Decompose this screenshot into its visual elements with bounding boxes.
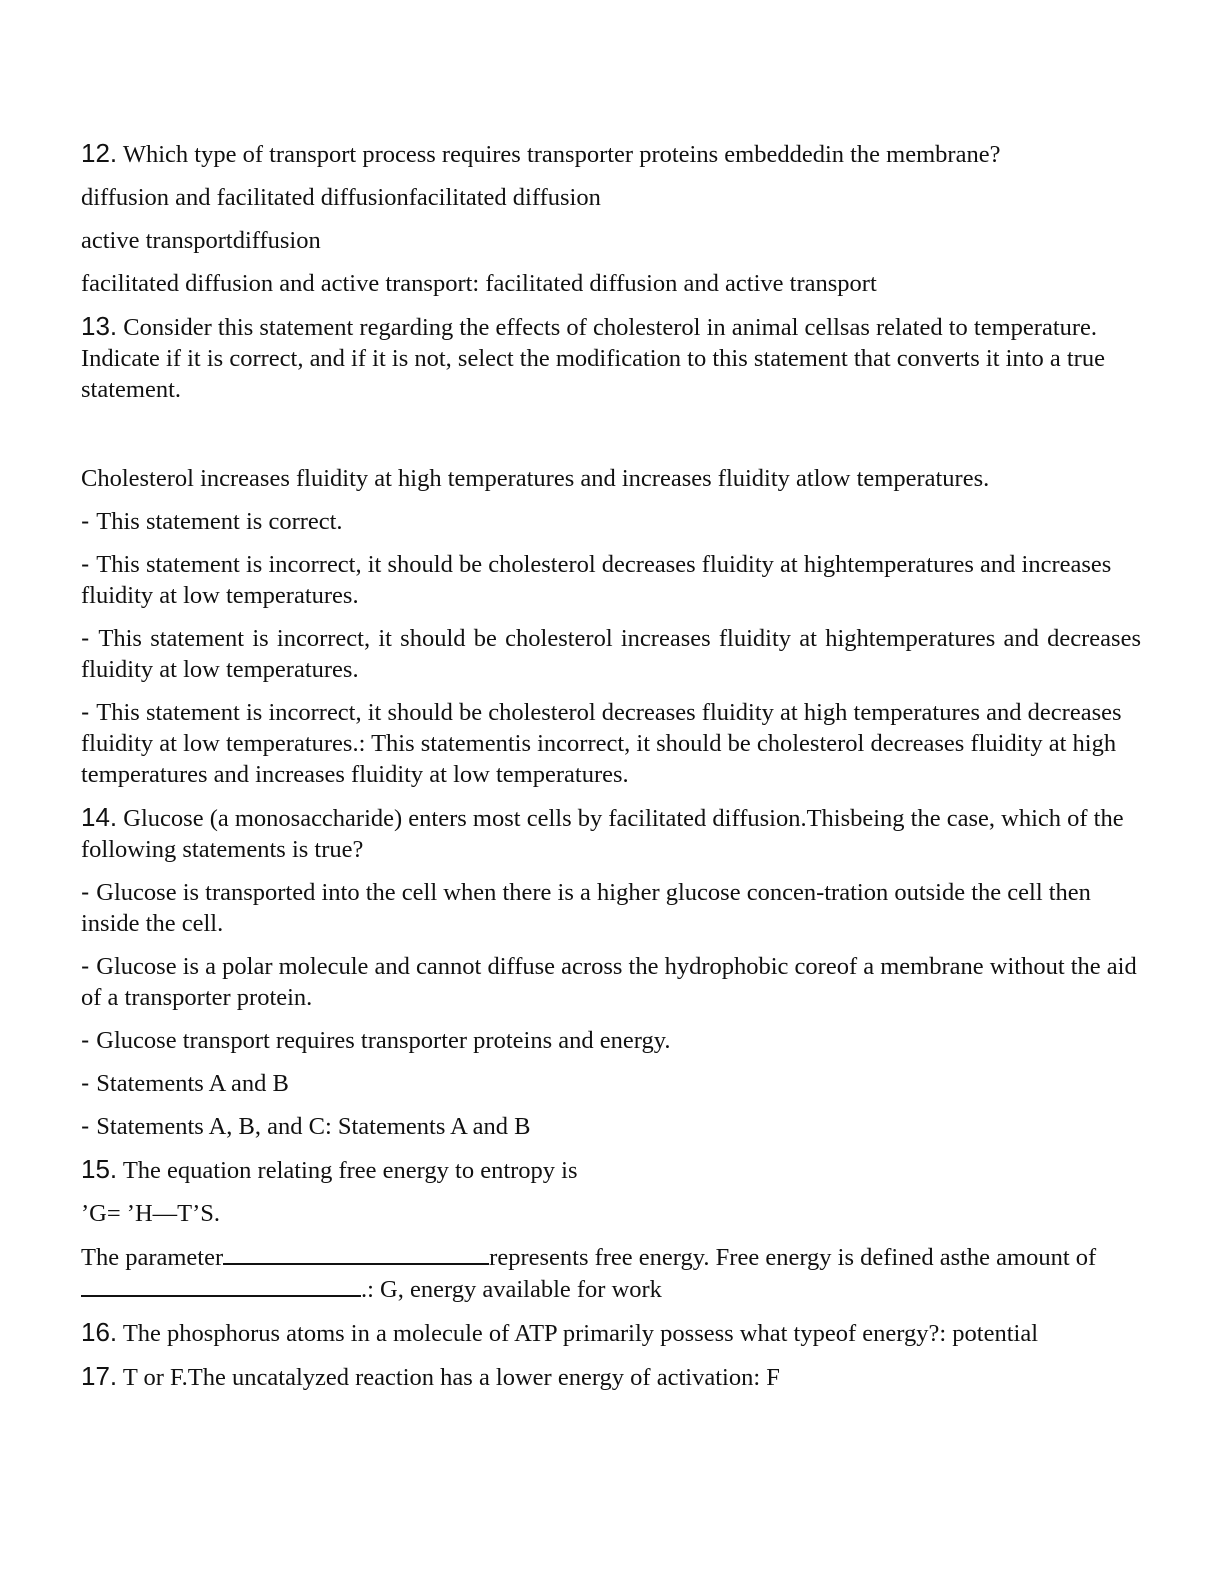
dash-bullet: -	[81, 1026, 97, 1054]
option-text: Glucose is transported into the cell when there is a higher glucose concen-tration outside the cell then inside the cell.	[81, 879, 1091, 937]
option-text: This statement is incorrect, it should be cholesterol decreases fluidity at high temperatures and decreases fluidity at low temperatures.: This statementis incorrect, it should be cholesterol decreases fluidity at high temperatures and increases fluidity at low temperatures.	[81, 699, 1122, 788]
blank-text: represents free energy. Free energy is defined asthe amount of	[489, 1244, 1097, 1271]
option-text: This statement is incorrect, it should be cholesterol increases fluidity at hightemperatures and decreases fluidity at low temperatures.	[81, 625, 1141, 683]
question-text: The phosphorus atoms in a molecule of ATP primarily possess what typeof energy?: potential	[117, 1320, 1039, 1347]
dash-bullet: -	[81, 698, 97, 726]
blank-line	[223, 1241, 489, 1265]
question-12	[81, 138, 1141, 170]
question-16	[81, 1317, 1141, 1349]
document-page	[81, 138, 1141, 1405]
question-text: Glucose (a monosaccharide) enters most cells by facilitated diffusion.Thisbeing the case, which of the following statements is true?	[81, 805, 1124, 863]
dash-bullet: -	[81, 624, 99, 652]
question-17	[81, 1361, 1141, 1393]
question-number: 17.	[81, 1361, 118, 1391]
question-text: Consider this statement regarding the effects of cholesterol in animal cellsas related to temperature. Indicate if it is correct, and if it is not, select the modification to this statement that converts it into a true statement.	[81, 314, 1105, 403]
question-13	[81, 311, 1141, 405]
option-line	[81, 506, 1141, 537]
equation: ’G= ’H—T’S.	[81, 1200, 221, 1227]
question-14	[81, 802, 1141, 865]
answer-line: diffusion and facilitated diffusionfacilitated diffusion	[81, 184, 601, 211]
option-line	[81, 951, 1141, 1013]
option-text: Glucose transport requires transporter proteins and energy.	[96, 1027, 671, 1054]
dash-bullet: -	[81, 507, 97, 535]
option-text: This statement is correct.	[96, 508, 343, 535]
fill-in-blank	[81, 1241, 1141, 1305]
option-line	[81, 1025, 1141, 1056]
dash-bullet: -	[81, 550, 97, 578]
question-number: 15.	[81, 1154, 118, 1184]
option-text: This statement is incorrect, it should be cholesterol decreases fluidity at hightemperatures and increases fluidity at low temperatures.	[81, 551, 1112, 609]
question-number: 13.	[81, 311, 118, 341]
dash-bullet: -	[81, 1112, 97, 1140]
option-text: Statements A, B, and C: Statements A and B	[96, 1113, 531, 1140]
dash-bullet: -	[81, 952, 97, 980]
option-line	[81, 697, 1141, 790]
statement-text: Cholesterol increases fluidity at high temperatures and increases fluidity atlow temperatures.	[81, 465, 990, 492]
question-text: Which type of transport process requires transporter proteins embeddedin the membrane?	[117, 141, 1001, 168]
question-15	[81, 1154, 1141, 1186]
spacer	[81, 417, 1141, 463]
option-text: Glucose is a polar molecule and cannot diffuse across the hydrophobic coreof a membrane without the aid of a transporter protein.	[81, 953, 1137, 1011]
option-line	[81, 1068, 1141, 1099]
question-number: 16.	[81, 1317, 118, 1347]
option-line	[81, 1111, 1141, 1142]
option-line	[81, 877, 1141, 939]
answer-line: facilitated diffusion and active transport: facilitated diffusion and active transport	[81, 270, 877, 297]
option-line	[81, 623, 1141, 685]
question-number: 12.	[81, 138, 118, 168]
blank-line	[81, 1273, 361, 1297]
question-number: 14.	[81, 802, 118, 832]
question-text: The equation relating free energy to entropy is	[117, 1157, 578, 1184]
answer-line: active transportdiffusion	[81, 227, 321, 254]
option-text: Statements A and B	[96, 1070, 289, 1097]
dash-bullet: -	[81, 1069, 97, 1097]
blank-text: The parameter	[81, 1244, 224, 1271]
option-line	[81, 549, 1141, 611]
question-text: T or F.The uncatalyzed reaction has a lower energy of activation: F	[117, 1364, 780, 1391]
dash-bullet: -	[81, 878, 97, 906]
blank-text: .: G, energy available for work	[361, 1276, 662, 1303]
